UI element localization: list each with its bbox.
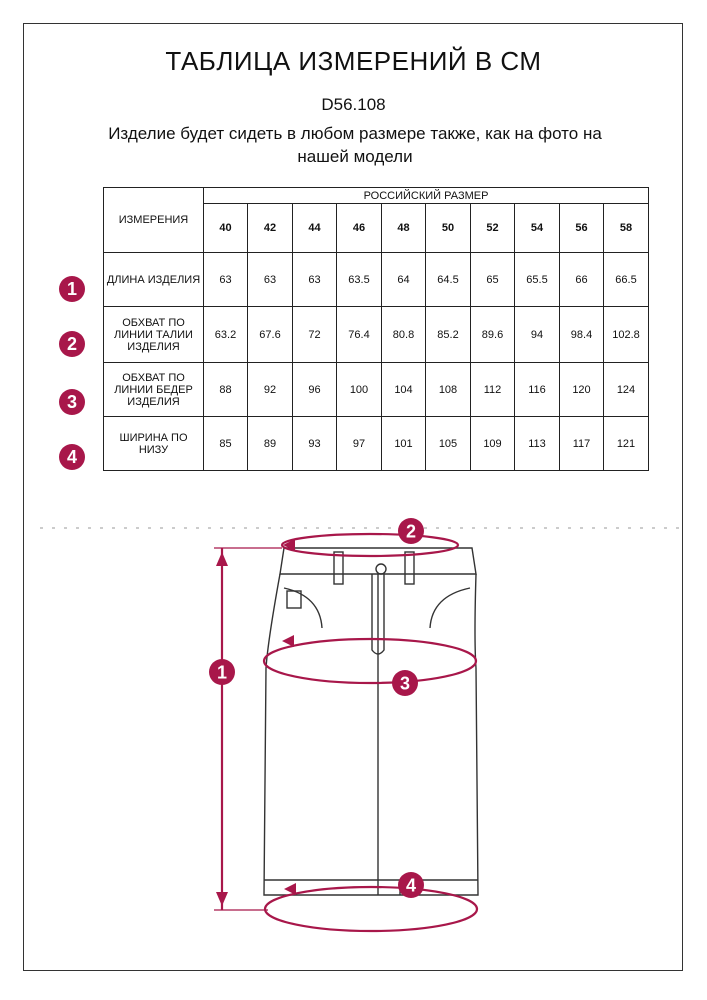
skirt-outline [264, 548, 478, 895]
row-label-line: НИЗУ [138, 443, 169, 456]
row-label-line: ИЗДЕЛИЯ [127, 395, 180, 408]
size-header-cell: 48 [382, 204, 426, 253]
row-number-badge: 4 [59, 444, 85, 470]
marker-2 [398, 518, 424, 544]
table-cell: 85.2 [426, 307, 471, 363]
table-cell: 89.6 [471, 307, 515, 363]
row-label-line: ОБХВАТ ПО [122, 316, 185, 329]
size-system-header: РОССИЙСКИЙ РАЗМЕР [204, 188, 649, 204]
table-cell: 76.4 [337, 307, 382, 363]
table-cell: 63.2 [204, 307, 248, 363]
table-cell: 72 [293, 307, 337, 363]
table-cell: 96 [293, 363, 337, 417]
size-header-cell: 46 [337, 204, 382, 253]
table-cell: 121 [604, 417, 649, 471]
size-header-cell: 50 [426, 204, 471, 253]
table-cell: 112 [471, 363, 515, 417]
table-cell: 67.6 [248, 307, 293, 363]
marker-1 [209, 659, 235, 685]
diagram-markers [209, 518, 424, 898]
table-cell: 66.5 [604, 253, 649, 307]
size-header-cell: 52 [471, 204, 515, 253]
row-label-line: ШИРИНА ПО [119, 431, 188, 444]
table-cell: 94 [515, 307, 560, 363]
measurements-header: ИЗМЕРЕНИЯ [104, 188, 204, 253]
row-label-line: ИЗДЕЛИЯ [127, 340, 180, 353]
table-cell: 80.8 [382, 307, 426, 363]
svg-text:4: 4 [405, 875, 417, 896]
table-cell: 104 [382, 363, 426, 417]
table-cell: 66 [560, 253, 604, 307]
marker-4 [398, 872, 424, 898]
table-cell: 63 [204, 253, 248, 307]
table-cell: 92 [248, 363, 293, 417]
size-header-cell: 58 [604, 204, 649, 253]
page-title: ТАБЛИЦА ИЗМЕРЕНИЙ В СМ [165, 46, 542, 76]
table-cell: 120 [560, 363, 604, 417]
row-label-line: ЛИНИИ ТАЛИИ [114, 328, 193, 341]
table-cell: 108 [426, 363, 471, 417]
table-cell: 100 [337, 363, 382, 417]
table-cell: 124 [604, 363, 649, 417]
size-header-cell: 54 [515, 204, 560, 253]
table-cell: 101 [382, 417, 426, 471]
row-number-badge: 3 [59, 389, 85, 415]
marker-3 [392, 670, 418, 696]
size-header-cell: 42 [248, 204, 293, 253]
table-cell: 85 [204, 417, 248, 471]
table-cell: 105 [426, 417, 471, 471]
table-cell: 64.5 [426, 253, 471, 307]
table-cell: 98.4 [560, 307, 604, 363]
table-cell: 102.8 [604, 307, 649, 363]
table-cell: 116 [515, 363, 560, 417]
table-cell: 65 [471, 253, 515, 307]
table-cell: 113 [515, 417, 560, 471]
table-cell: 97 [337, 417, 382, 471]
svg-text:1: 1 [216, 662, 228, 683]
row-label-line: ОБХВАТ ПО [122, 371, 185, 384]
table-cell: 93 [293, 417, 337, 471]
article-code: D56.108 [321, 95, 386, 114]
row-label-line: ДЛИНА ИЗДЕЛИЯ [106, 273, 201, 286]
svg-text:2: 2 [405, 521, 417, 542]
table-cell: 89 [248, 417, 293, 471]
table-cell: 63 [293, 253, 337, 307]
measurement-arrows [216, 539, 296, 906]
size-header-cell: 44 [293, 204, 337, 253]
fit-note-line-1: Изделие будет сидеть в любом размере также, как на фото на [108, 124, 602, 143]
table-cell: 63.5 [337, 253, 382, 307]
svg-text:3: 3 [399, 673, 411, 694]
table-cell: 88 [204, 363, 248, 417]
measurement-lines [214, 534, 477, 931]
fit-note-line-2: нашей модели [297, 147, 413, 166]
size-header-cell: 40 [204, 204, 248, 253]
row-number-badge: 1 [59, 276, 85, 302]
table-cell: 63 [248, 253, 293, 307]
table-cell: 64 [382, 253, 426, 307]
table-cell: 65.5 [515, 253, 560, 307]
row-number-badge: 2 [59, 331, 85, 357]
size-header-cell: 56 [560, 204, 604, 253]
table-cell: 109 [471, 417, 515, 471]
row-label-line: ЛИНИИ БЕДЕР [114, 383, 193, 396]
table-cell: 117 [560, 417, 604, 471]
